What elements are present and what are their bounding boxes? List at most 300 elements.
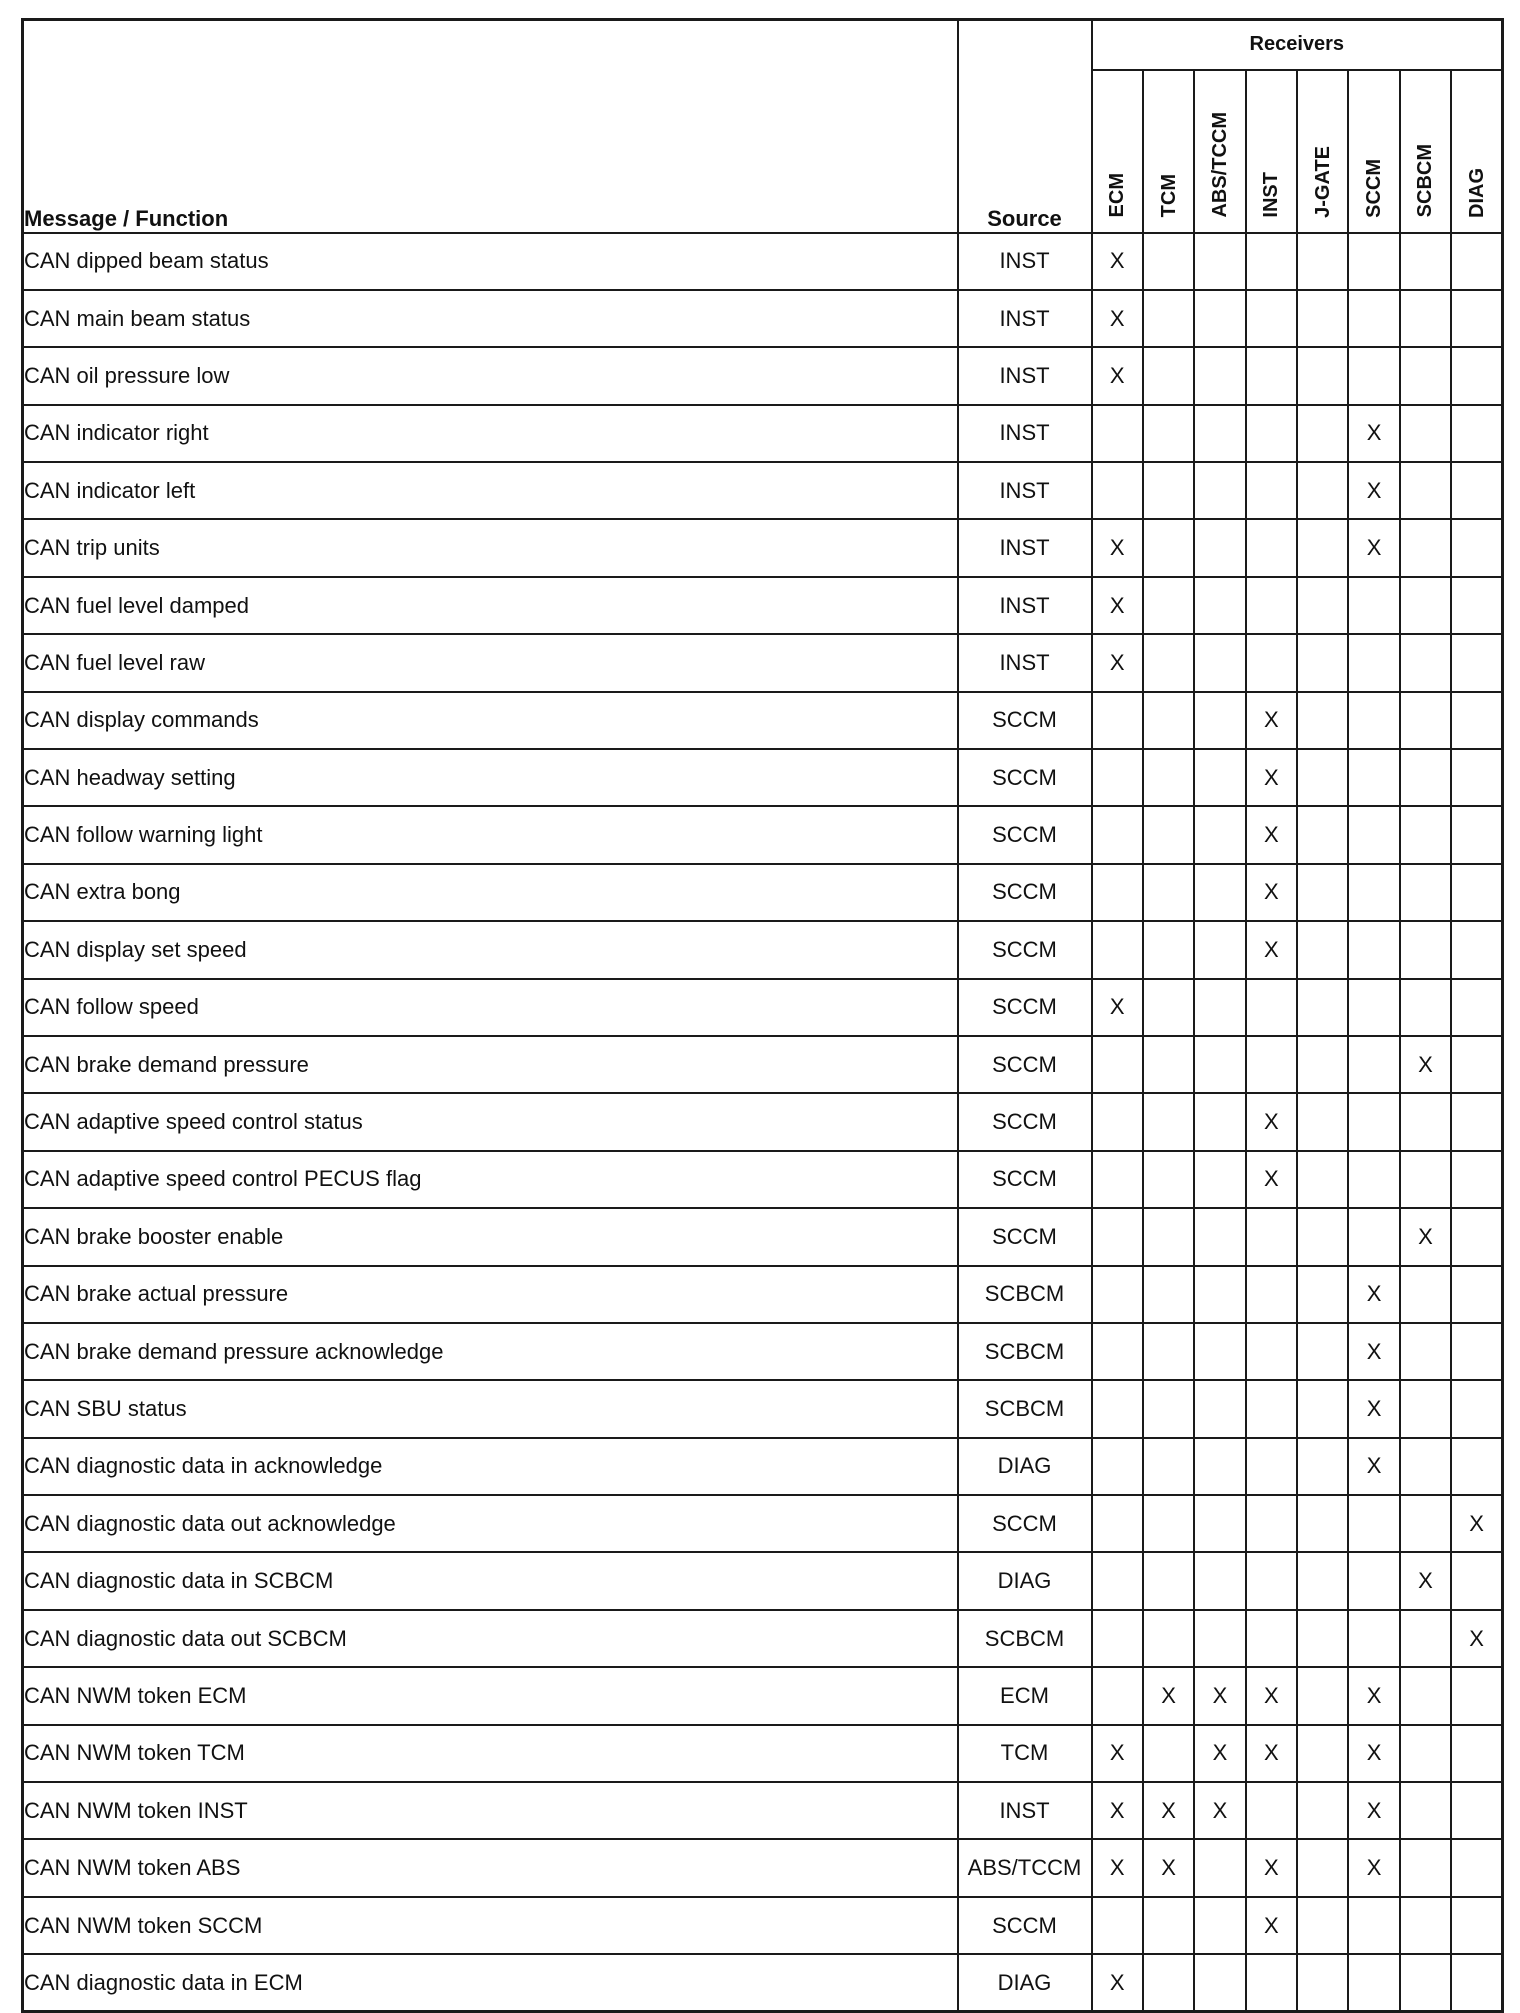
receiver-mark-cell xyxy=(1451,806,1502,863)
receiver-mark-cell xyxy=(1092,1897,1143,1954)
message-cell: CAN brake demand pressure acknowledge xyxy=(23,1323,958,1380)
source-cell: SCCM xyxy=(958,921,1092,978)
receiver-mark-cell xyxy=(1194,1208,1245,1265)
receiver-mark-cell: X xyxy=(1246,806,1297,863)
receiver-mark-cell: X xyxy=(1400,1208,1451,1265)
receiver-mark-cell xyxy=(1143,1151,1194,1208)
receiver-mark-cell xyxy=(1400,233,1451,290)
receiver-mark-cell xyxy=(1297,806,1348,863)
receiver-mark-cell xyxy=(1092,921,1143,978)
message-cell: CAN follow speed xyxy=(23,979,958,1036)
table-body xyxy=(23,233,1503,2012)
receiver-mark-cell xyxy=(1451,864,1502,921)
can-message-table xyxy=(21,18,1504,2013)
receiver-mark-cell xyxy=(1297,864,1348,921)
table-row xyxy=(23,1552,1503,1609)
receiver-mark-cell xyxy=(1297,1725,1348,1782)
message-cell: CAN NWM token TCM xyxy=(23,1725,958,1782)
table-row xyxy=(23,806,1503,863)
receiver-mark-cell: X xyxy=(1194,1667,1245,1724)
receiver-mark-cell xyxy=(1348,577,1399,634)
receiver-mark-cell xyxy=(1092,1093,1143,1150)
source-cell: SCBCM xyxy=(958,1380,1092,1437)
source-cell: INST xyxy=(958,519,1092,576)
receiver-mark-cell xyxy=(1092,1323,1143,1380)
receiver-mark-cell xyxy=(1400,1839,1451,1896)
source-cell: SCCM xyxy=(958,1151,1092,1208)
receiver-mark-cell xyxy=(1297,1093,1348,1150)
receiver-mark-cell xyxy=(1297,290,1348,347)
message-cell: CAN follow warning light xyxy=(23,806,958,863)
receiver-mark-cell: X xyxy=(1348,462,1399,519)
source-cell: INST xyxy=(958,290,1092,347)
receiver-mark-cell: X xyxy=(1246,749,1297,806)
receiver-mark-cell xyxy=(1297,979,1348,1036)
receiver-mark-cell xyxy=(1451,1725,1502,1782)
table-row xyxy=(23,692,1503,749)
receiver-mark-cell xyxy=(1348,921,1399,978)
table-row xyxy=(23,1151,1503,1208)
receiver-mark-cell: X xyxy=(1246,1897,1297,1954)
table-row xyxy=(23,1036,1503,1093)
receiver-mark-cell xyxy=(1092,1380,1143,1437)
receiver-mark-cell xyxy=(1092,1266,1143,1323)
source-cell: SCCM xyxy=(958,1093,1092,1150)
receiver-mark-cell: X xyxy=(1143,1782,1194,1839)
receiver-mark-cell xyxy=(1194,462,1245,519)
receiver-mark-cell xyxy=(1451,347,1502,404)
receiver-mark-cell xyxy=(1194,979,1245,1036)
message-cell: CAN diagnostic data in SCBCM xyxy=(23,1552,958,1609)
receiver-mark-cell xyxy=(1194,1036,1245,1093)
receiver-mark-cell xyxy=(1451,1839,1502,1896)
receiver-mark-cell: X xyxy=(1092,634,1143,691)
message-cell: CAN fuel level raw xyxy=(23,634,958,691)
receiver-mark-cell xyxy=(1400,1151,1451,1208)
receiver-mark-cell xyxy=(1143,1036,1194,1093)
receiver-mark-cell: X xyxy=(1246,1093,1297,1150)
receiver-mark-cell xyxy=(1297,1897,1348,1954)
message-cell: CAN brake booster enable xyxy=(23,1208,958,1265)
receiver-mark-cell xyxy=(1451,1208,1502,1265)
receiver-mark-cell: X xyxy=(1246,692,1297,749)
receiver-mark-cell xyxy=(1143,1897,1194,1954)
message-cell: CAN brake demand pressure xyxy=(23,1036,958,1093)
table-row xyxy=(23,1610,1503,1667)
receiver-mark-cell xyxy=(1092,1552,1143,1609)
receiver-mark-cell xyxy=(1143,806,1194,863)
receiver-mark-cell xyxy=(1451,405,1502,462)
table-row xyxy=(23,1093,1503,1150)
receiver-mark-cell: X xyxy=(1194,1782,1245,1839)
receiver-mark-cell xyxy=(1297,1782,1348,1839)
receiver-mark-cell xyxy=(1400,1495,1451,1552)
receiver-mark-cell xyxy=(1246,1208,1297,1265)
table-row xyxy=(23,290,1503,347)
receiver-mark-cell: X xyxy=(1092,979,1143,1036)
receiver-mark-cell xyxy=(1348,233,1399,290)
message-cell: CAN NWM token ABS xyxy=(23,1839,958,1896)
receiver-mark-cell xyxy=(1092,1208,1143,1265)
receiver-mark-cell: X xyxy=(1400,1036,1451,1093)
table-row xyxy=(23,921,1503,978)
receiver-mark-cell xyxy=(1297,405,1348,462)
message-cell: CAN diagnostic data out SCBCM xyxy=(23,1610,958,1667)
receiver-mark-cell xyxy=(1246,979,1297,1036)
table-row xyxy=(23,1667,1503,1724)
source-cell: SCCM xyxy=(958,806,1092,863)
receiver-label: J-GATE xyxy=(1311,145,1334,218)
receiver-mark-cell: X xyxy=(1348,405,1399,462)
message-cell: CAN diagnostic data in acknowledge xyxy=(23,1438,958,1495)
receiver-mark-cell xyxy=(1348,1954,1399,2011)
receiver-mark-cell xyxy=(1297,1438,1348,1495)
table-header xyxy=(23,20,1503,233)
receiver-mark-cell xyxy=(1400,1093,1451,1150)
source-header: Source xyxy=(958,20,1092,233)
receiver-mark-cell xyxy=(1348,1610,1399,1667)
table-row xyxy=(23,1438,1503,1495)
receiver-mark-cell xyxy=(1143,634,1194,691)
receiver-mark-cell xyxy=(1400,806,1451,863)
receiver-mark-cell: X xyxy=(1348,1266,1399,1323)
receiver-label: ABS/TCCM xyxy=(1208,111,1231,218)
receiver-mark-cell xyxy=(1297,462,1348,519)
source-cell: INST xyxy=(958,405,1092,462)
receiver-label: TCM xyxy=(1157,174,1180,218)
message-cell: CAN brake actual pressure xyxy=(23,1266,958,1323)
receiver-mark-cell xyxy=(1400,347,1451,404)
message-cell: CAN main beam status xyxy=(23,290,958,347)
receiver-mark-cell xyxy=(1246,1782,1297,1839)
table-row xyxy=(23,1954,1503,2011)
source-cell: INST xyxy=(958,577,1092,634)
receiver-label: SCCM xyxy=(1363,158,1386,218)
receiver-mark-cell xyxy=(1143,462,1194,519)
receiver-mark-cell xyxy=(1451,1093,1502,1150)
source-cell: SCCM xyxy=(958,979,1092,1036)
receiver-mark-cell xyxy=(1194,1438,1245,1495)
receiver-mark-cell xyxy=(1400,1725,1451,1782)
receiver-mark-cell: X xyxy=(1451,1495,1502,1552)
receiver-mark-cell xyxy=(1348,347,1399,404)
source-cell: SCCM xyxy=(958,749,1092,806)
receiver-mark-cell xyxy=(1143,233,1194,290)
receiver-mark-cell xyxy=(1348,692,1399,749)
source-cell: INST xyxy=(958,634,1092,691)
receiver-mark-cell xyxy=(1297,1610,1348,1667)
receiver-mark-cell xyxy=(1297,1495,1348,1552)
receiver-mark-cell xyxy=(1400,749,1451,806)
receiver-mark-cell: X xyxy=(1092,347,1143,404)
table-row xyxy=(23,1266,1503,1323)
receiver-mark-cell xyxy=(1194,1839,1245,1896)
receiver-mark-cell xyxy=(1451,462,1502,519)
receiver-mark-cell xyxy=(1143,1495,1194,1552)
receiver-mark-cell: X xyxy=(1246,1667,1297,1724)
table-row xyxy=(23,347,1503,404)
source-cell: INST xyxy=(958,462,1092,519)
receiver-mark-cell xyxy=(1194,1495,1245,1552)
receiver-mark-cell xyxy=(1348,1036,1399,1093)
receiver-mark-cell xyxy=(1143,1725,1194,1782)
receiver-mark-cell xyxy=(1143,979,1194,1036)
receiver-mark-cell xyxy=(1194,405,1245,462)
receiver-mark-cell xyxy=(1348,1151,1399,1208)
receiver-mark-cell: X xyxy=(1194,1725,1245,1782)
receiver-mark-cell xyxy=(1451,233,1502,290)
receiver-mark-cell xyxy=(1143,1323,1194,1380)
receiver-mark-cell xyxy=(1194,519,1245,576)
source-cell: INST xyxy=(958,233,1092,290)
receiver-mark-cell xyxy=(1194,1380,1245,1437)
receiver-mark-cell xyxy=(1297,1036,1348,1093)
receiver-mark-cell xyxy=(1400,462,1451,519)
receiver-mark-cell xyxy=(1297,749,1348,806)
source-cell: INST xyxy=(958,1782,1092,1839)
receiver-mark-cell xyxy=(1451,979,1502,1036)
receiver-mark-cell: X xyxy=(1092,290,1143,347)
table-row xyxy=(23,1323,1503,1380)
receiver-mark-cell xyxy=(1092,749,1143,806)
receiver-mark-cell xyxy=(1297,1323,1348,1380)
message-cell: CAN adaptive speed control status xyxy=(23,1093,958,1150)
receiver-mark-cell xyxy=(1297,1839,1348,1896)
receiver-mark-cell xyxy=(1143,1610,1194,1667)
receiver-mark-cell: X xyxy=(1348,1725,1399,1782)
receiver-mark-cell xyxy=(1194,1151,1245,1208)
receiver-mark-cell xyxy=(1143,405,1194,462)
receiver-mark-cell xyxy=(1400,519,1451,576)
receiver-mark-cell xyxy=(1400,979,1451,1036)
receiver-mark-cell xyxy=(1246,1266,1297,1323)
receiver-mark-cell: X xyxy=(1143,1839,1194,1896)
source-cell: ECM xyxy=(958,1667,1092,1724)
receiver-mark-cell xyxy=(1451,1151,1502,1208)
receiver-mark-cell xyxy=(1092,692,1143,749)
receiver-mark-cell xyxy=(1092,864,1143,921)
receiver-mark-cell xyxy=(1092,1610,1143,1667)
receiver-mark-cell xyxy=(1246,1036,1297,1093)
receiver-mark-cell xyxy=(1348,634,1399,691)
receiver-mark-cell: X xyxy=(1348,1782,1399,1839)
receiver-col-abs-tccm xyxy=(1194,70,1245,233)
receiver-mark-cell xyxy=(1400,921,1451,978)
receiver-mark-cell xyxy=(1143,1208,1194,1265)
message-cell: CAN fuel level damped xyxy=(23,577,958,634)
receiver-mark-cell xyxy=(1451,1323,1502,1380)
source-cell: SCCM xyxy=(958,1208,1092,1265)
receiver-mark-cell xyxy=(1451,692,1502,749)
message-cell: CAN display commands xyxy=(23,692,958,749)
receiver-mark-cell xyxy=(1246,1610,1297,1667)
source-cell: SCCM xyxy=(958,1495,1092,1552)
table-row xyxy=(23,979,1503,1036)
source-cell: SCCM xyxy=(958,1036,1092,1093)
receiver-mark-cell xyxy=(1246,1552,1297,1609)
receiver-mark-cell xyxy=(1246,634,1297,691)
message-cell: CAN adaptive speed control PECUS flag xyxy=(23,1151,958,1208)
receiver-mark-cell: X xyxy=(1246,1151,1297,1208)
receiver-mark-cell xyxy=(1194,577,1245,634)
receiver-mark-cell xyxy=(1297,577,1348,634)
receiver-mark-cell xyxy=(1297,1266,1348,1323)
receiver-mark-cell xyxy=(1297,1552,1348,1609)
receiver-mark-cell xyxy=(1400,1610,1451,1667)
source-cell: SCBCM xyxy=(958,1610,1092,1667)
receiver-mark-cell xyxy=(1246,347,1297,404)
receiver-mark-cell xyxy=(1400,577,1451,634)
receiver-mark-cell xyxy=(1092,1495,1143,1552)
receiver-mark-cell: X xyxy=(1246,921,1297,978)
receiver-mark-cell xyxy=(1297,634,1348,691)
table-row xyxy=(23,1380,1503,1437)
receiver-mark-cell: X xyxy=(1348,1380,1399,1437)
receiver-mark-cell xyxy=(1143,864,1194,921)
receiver-mark-cell xyxy=(1092,462,1143,519)
message-cell: CAN NWM token SCCM xyxy=(23,1897,958,1954)
receiver-col-diag xyxy=(1451,70,1502,233)
receiver-mark-cell xyxy=(1194,290,1245,347)
receiver-mark-cell xyxy=(1246,1954,1297,2011)
table-row xyxy=(23,1782,1503,1839)
receiver-mark-cell xyxy=(1451,290,1502,347)
receiver-mark-cell xyxy=(1194,1323,1245,1380)
message-cell: CAN headway setting xyxy=(23,749,958,806)
receiver-mark-cell xyxy=(1348,864,1399,921)
receiver-mark-cell xyxy=(1348,749,1399,806)
receiver-mark-cell xyxy=(1297,347,1348,404)
receiver-mark-cell: X xyxy=(1092,519,1143,576)
receiver-col-scbcm xyxy=(1400,70,1451,233)
receiver-mark-cell: X xyxy=(1092,1839,1143,1896)
receiver-mark-cell xyxy=(1451,519,1502,576)
receiver-mark-cell xyxy=(1194,864,1245,921)
receiver-mark-cell xyxy=(1348,1897,1399,1954)
receiver-mark-cell xyxy=(1143,519,1194,576)
receiver-mark-cell xyxy=(1194,347,1245,404)
receiver-mark-cell xyxy=(1400,405,1451,462)
receiver-mark-cell xyxy=(1297,1667,1348,1724)
receiver-mark-cell xyxy=(1143,921,1194,978)
message-cell: CAN dipped beam status xyxy=(23,233,958,290)
receiver-mark-cell: X xyxy=(1451,1610,1502,1667)
receiver-mark-cell xyxy=(1451,1552,1502,1609)
receiver-mark-cell xyxy=(1451,921,1502,978)
source-cell: SCCM xyxy=(958,864,1092,921)
table-row xyxy=(23,405,1503,462)
receiver-mark-cell xyxy=(1451,1438,1502,1495)
table-row xyxy=(23,1839,1503,1896)
table-row xyxy=(23,634,1503,691)
receiver-mark-cell xyxy=(1143,692,1194,749)
receiver-mark-cell: X xyxy=(1143,1667,1194,1724)
receiver-mark-cell xyxy=(1092,1438,1143,1495)
receiver-mark-cell xyxy=(1400,864,1451,921)
source-cell: TCM xyxy=(958,1725,1092,1782)
receiver-mark-cell xyxy=(1451,1036,1502,1093)
receiver-mark-cell xyxy=(1400,692,1451,749)
receiver-mark-cell: X xyxy=(1246,1725,1297,1782)
receiver-mark-cell xyxy=(1143,347,1194,404)
receiver-mark-cell xyxy=(1092,1667,1143,1724)
receiver-mark-cell xyxy=(1400,634,1451,691)
receiver-mark-cell xyxy=(1143,1954,1194,2011)
source-cell: DIAG xyxy=(958,1552,1092,1609)
receiver-mark-cell xyxy=(1348,1208,1399,1265)
receiver-mark-cell xyxy=(1246,233,1297,290)
receiver-mark-cell: X xyxy=(1092,233,1143,290)
receiver-mark-cell xyxy=(1297,921,1348,978)
receiver-mark-cell xyxy=(1348,1552,1399,1609)
receiver-mark-cell xyxy=(1451,1667,1502,1724)
message-cell: CAN trip units xyxy=(23,519,958,576)
receiver-mark-cell xyxy=(1451,1380,1502,1437)
receiver-mark-cell xyxy=(1143,1438,1194,1495)
source-cell: SCCM xyxy=(958,692,1092,749)
receiver-mark-cell xyxy=(1297,233,1348,290)
receiver-mark-cell xyxy=(1348,290,1399,347)
receiver-col-ecm xyxy=(1092,70,1143,233)
receiver-mark-cell xyxy=(1194,921,1245,978)
message-cell: CAN indicator left xyxy=(23,462,958,519)
receiver-mark-cell xyxy=(1194,233,1245,290)
receiver-mark-cell xyxy=(1348,979,1399,1036)
receiver-mark-cell xyxy=(1451,1954,1502,2011)
receiver-mark-cell xyxy=(1246,405,1297,462)
receiver-mark-cell xyxy=(1143,749,1194,806)
receiver-mark-cell xyxy=(1348,1093,1399,1150)
source-cell: SCBCM xyxy=(958,1266,1092,1323)
table-row xyxy=(23,1725,1503,1782)
receiver-mark-cell xyxy=(1194,1610,1245,1667)
receiver-mark-cell xyxy=(1400,1323,1451,1380)
message-cell: CAN diagnostic data in ECM xyxy=(23,1954,958,2011)
receiver-mark-cell xyxy=(1194,1954,1245,2011)
receiver-col-sccm xyxy=(1348,70,1399,233)
receiver-mark-cell xyxy=(1348,1495,1399,1552)
receiver-mark-cell xyxy=(1400,1667,1451,1724)
receiver-mark-cell xyxy=(1194,749,1245,806)
receiver-mark-cell xyxy=(1451,634,1502,691)
receiver-mark-cell xyxy=(1348,806,1399,863)
receiver-mark-cell xyxy=(1143,290,1194,347)
receiver-mark-cell xyxy=(1143,1093,1194,1150)
table-row xyxy=(23,577,1503,634)
receiver-mark-cell xyxy=(1400,1380,1451,1437)
receiver-mark-cell xyxy=(1092,1151,1143,1208)
receiver-mark-cell xyxy=(1143,1266,1194,1323)
message-cell: CAN display set speed xyxy=(23,921,958,978)
table-row xyxy=(23,519,1503,576)
receiver-mark-cell xyxy=(1400,1897,1451,1954)
receiver-label: DIAG xyxy=(1465,167,1488,218)
receiver-mark-cell xyxy=(1297,1151,1348,1208)
receiver-mark-cell xyxy=(1143,1380,1194,1437)
receiver-mark-cell xyxy=(1246,1323,1297,1380)
receiver-col-inst xyxy=(1246,70,1297,233)
receiver-mark-cell xyxy=(1246,462,1297,519)
receiver-mark-cell xyxy=(1400,1954,1451,2011)
receiver-mark-cell xyxy=(1297,1208,1348,1265)
receiver-mark-cell xyxy=(1451,1782,1502,1839)
receiver-label: ECM xyxy=(1106,173,1129,218)
message-cell: CAN NWM token ECM xyxy=(23,1667,958,1724)
receiver-mark-cell xyxy=(1194,806,1245,863)
table-row xyxy=(23,1208,1503,1265)
table-row xyxy=(23,1897,1503,1954)
receiver-mark-cell xyxy=(1246,1438,1297,1495)
